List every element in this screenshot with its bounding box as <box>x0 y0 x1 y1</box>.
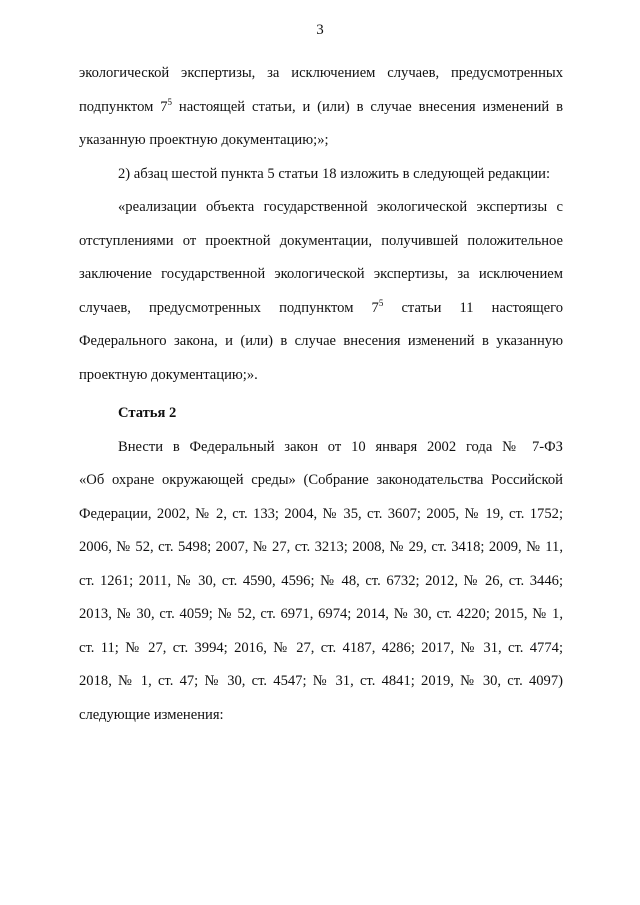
text-line: ст. 11; № 27, ст. 3994; 2016, № 27, ст. 4187, 4286; 2017, № 31, ст. 4774; <box>79 639 563 656</box>
text-line: 2006, № 52, ст. 5498; 2007, № 27, ст. 3213; 2008, № 29, ст. 3418; 2009, № 11, <box>79 539 563 555</box>
text-fragment: случаев, предусмотренных подпунктом 7 <box>79 299 379 316</box>
text-line: отступлениями от проектной документации, получившей положительное <box>79 232 563 249</box>
text-line: Федерального закона, и (или) в случае внесения изменений в указанную <box>79 333 563 349</box>
text-fragment: статьи 11 настоящего <box>383 299 563 316</box>
text-line: Внести в Федеральный закон от 10 января 2002 года № 7-ФЗ <box>118 438 563 455</box>
text-line: экологической экспертизы, за исключением случаев, предусмотренных <box>79 65 563 81</box>
text-line: следующие изменения: <box>79 706 224 723</box>
superscript: 5 <box>378 297 384 308</box>
body-text-block-1 <box>79 57 563 392</box>
text-line: заключение государственной экологической экспертизы, за исключением <box>79 266 563 282</box>
text-line: ст. 1261; 2011, № 30, ст. 4590, 4596; № 48, ст. 6732; 2012, № 26, ст. 3446; <box>79 572 563 589</box>
text-fragment: настоящей статьи, и (или) в случае внесения изменений в <box>172 98 563 115</box>
superscript: 5 <box>167 96 173 107</box>
text-line: «Об охране окружающей среды» (Собрание законодательства Российской <box>79 472 563 488</box>
text-fragment: подпунктом 7 <box>79 98 168 115</box>
article-heading: Статья 2 <box>118 405 177 421</box>
text-line: 2018, № 1, ст. 47; № 30, ст. 4547; № 31, ст. 4841; 2019, № 30, ст. 4097) <box>79 673 563 689</box>
text-line: указанную проектную документацию;»; <box>79 132 329 148</box>
text-line: Федерации, 2002, № 2, ст. 133; 2004, № 35, ст. 3607; 2005, № 19, ст. 1752; <box>79 505 563 522</box>
text-line: «реализации объекта государственной экологической экспертизы с <box>118 199 563 215</box>
text-line <box>79 91 563 125</box>
paragraph-item-2: 2) абзац шестой пункта 5 статьи 18 изложить в следующей редакции: <box>118 165 551 182</box>
text-line: проектную документацию;». <box>79 366 258 383</box>
text-line: 2013, № 30, ст. 4059; № 52, ст. 6971, 6974; 2014, № 30, ст. 4220; 2015, № 1, <box>79 606 563 622</box>
text-line <box>79 292 563 326</box>
body-text-block-2 <box>79 397 563 732</box>
page-number: 3 <box>316 22 324 38</box>
